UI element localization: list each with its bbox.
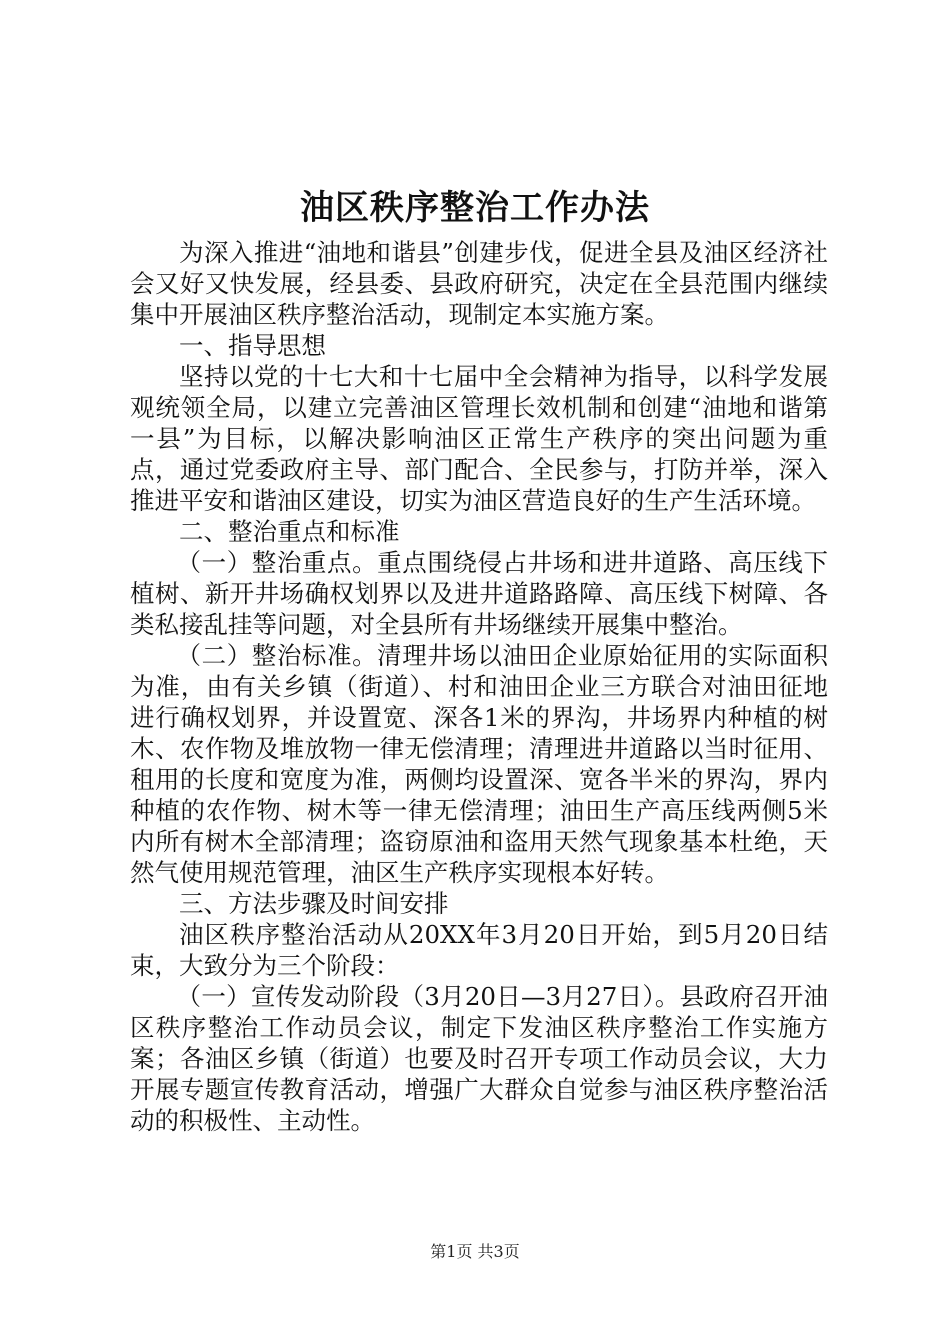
paragraph-phase-one: （一）宣传发动阶段（3月20日—3月27日）。县政府召开油区秩序整治工作动员会议，制定下发油区秩序整治工作实施方案；各油区乡镇（街道）也要及时召开专项工作动员会议，大力开展专题宣传教育活动，增强广大群众自觉参与油区秩序整治活动的积极性、主动性。 xyxy=(130,982,828,1135)
page-footer: 第1页 共3页 xyxy=(430,1242,520,1261)
paragraph-standards: （二）整治标准。清理井场以油田企业原始征用的实际面积为准，由有关乡镇（街道）、村和油田企业三方联合对油田征地进行确权划界，并设置宽、深各1米的界沟，井场界内种植的树木、农作物及堆放物一律无偿清理；清理进井道路以当时征用、租用的长度和宽度为准，两侧均设置深、宽各半米的界沟，界内种植的农作物、树木等一律无偿清理；油田生产高压线两侧5米内所有树木全部清理；盗窃原油和盗用天然气现象基本杜绝，天然气使用规范管理，油区生产秩序实现根本好转。 xyxy=(130,641,828,887)
paragraph-key-points: （一）整治重点。重点围绕侵占井场和进井道路、高压线下植树、新开井场确权划界以及进井道路路障、高压线下树障、各类私接乱挂等问题，对全县所有井场继续开展集中整治。 xyxy=(130,548,828,639)
document-title: 油区秩序整治工作办法 xyxy=(300,188,650,228)
paragraph-schedule: 油区秩序整治活动从20XX年3月20日开始，到5月20日结束，大致分为三个阶段： xyxy=(130,920,828,980)
paragraph-guiding-ideology: 坚持以党的十七大和十七届中全会精神为指导，以科学发展观统领全局，以建立完善油区管理长效机制和创建“油地和谐第一县”为目标，以解决影响油区正常生产秩序的突出问题为重点，通过党委政府主导、部门配合、全民参与，打防并举，深入推进平安和谐油区建设，切实为油区营造良好的生产生活环境。 xyxy=(130,362,828,515)
section-heading-guiding-ideology: 一、指导思想 xyxy=(179,331,326,360)
paragraph-intro: 为深入推进“油地和谐县”创建步伐，促进全县及油区经济社会又好又快发展，经县委、县政府研究，决定在全县范围内继续集中开展油区秩序整治活动，现制定本实施方案。 xyxy=(130,238,828,329)
section-heading-steps-schedule: 三、方法步骤及时间安排 xyxy=(179,889,449,918)
document-body xyxy=(130,237,828,1136)
section-heading-key-points-standards: 二、整治重点和标准 xyxy=(179,517,400,546)
